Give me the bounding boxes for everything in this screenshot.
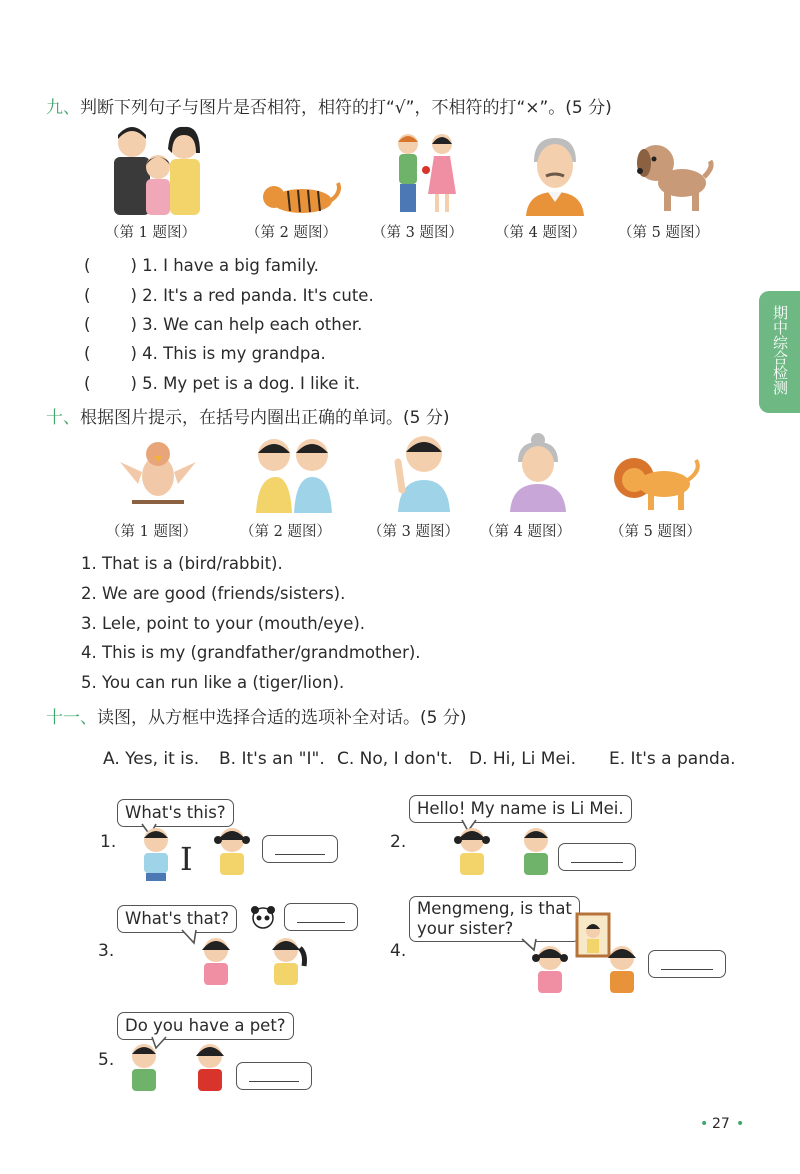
answer-paren-open: ( bbox=[84, 286, 91, 305]
word-choice-4[interactable]: 4. This is my (grandfather/grandmother). bbox=[81, 643, 421, 662]
statement-1 bbox=[84, 256, 319, 275]
section-10-number: 十、 bbox=[46, 408, 80, 428]
tiger-picture bbox=[258, 173, 342, 217]
dialog-4-bubble-line-1: Mengmeng, is that bbox=[417, 899, 572, 918]
option-b: B. It's an "I". bbox=[219, 749, 325, 769]
section-10-caption-2: （第 2 题图） bbox=[240, 524, 331, 540]
answer-paren-open: ( bbox=[84, 256, 91, 275]
girl-figure bbox=[196, 936, 236, 994]
family-picture bbox=[104, 123, 212, 217]
dialog-3-number: 3. bbox=[98, 941, 115, 961]
statement-2 bbox=[84, 286, 374, 305]
option-a: A. Yes, it is. bbox=[103, 749, 200, 769]
statement-text: 3. We can help each other. bbox=[142, 315, 363, 334]
answer-paren-close: ) bbox=[130, 374, 137, 393]
section-9-caption-1: （第 1 题图） bbox=[105, 225, 196, 241]
section-9-caption-4: （第 4 题图） bbox=[495, 225, 586, 241]
section-9-caption-2: （第 2 题图） bbox=[246, 225, 337, 241]
grandmother-picture bbox=[508, 432, 568, 512]
word-choice-5[interactable]: 5. You can run like a (tiger/lion). bbox=[81, 673, 345, 692]
li-mei-figure bbox=[452, 826, 492, 884]
letter-i-prompt: I bbox=[180, 840, 193, 878]
side-tab-label: 期中综合检测 bbox=[771, 305, 789, 395]
section-side-tab bbox=[759, 291, 800, 413]
dialog-4-bubble-line-2: your sister? bbox=[417, 919, 514, 938]
dialog-1-answer-box[interactable] bbox=[262, 835, 338, 863]
answer-paren-open: ( bbox=[84, 344, 91, 363]
boy-pointing-picture bbox=[388, 432, 454, 512]
answer-paren-close: ) bbox=[130, 315, 137, 334]
girl-figure bbox=[264, 936, 306, 994]
friends-picture bbox=[250, 433, 336, 513]
section-10-caption-1: （第 1 题图） bbox=[106, 524, 197, 540]
dialog-3-answer-box[interactable] bbox=[284, 903, 358, 931]
lion-picture bbox=[612, 454, 702, 512]
section-9-instruction: 判断下列句子与图片是否相符，相符的打“√”，不相符的打“×”。(5 分) bbox=[80, 98, 612, 118]
option-c: C. No, I don't. bbox=[337, 749, 453, 769]
section-11-instruction: 读图，从方框中选择合适的选项补全对话。(5 分) bbox=[97, 708, 467, 728]
grandpa-picture bbox=[520, 132, 590, 216]
dialog-4-speech-bubble bbox=[409, 896, 580, 942]
statement-3 bbox=[84, 315, 362, 334]
boy-figure bbox=[514, 826, 556, 884]
section-9-caption-3: （第 3 题图） bbox=[372, 225, 463, 241]
section-10-instruction: 根据图片提示，在括号内圈出正确的单词。(5 分) bbox=[80, 408, 450, 428]
section-10-caption-4: （第 4 题图） bbox=[480, 524, 571, 540]
dialog-5-answer-box[interactable] bbox=[236, 1062, 312, 1090]
section-9-title bbox=[46, 93, 612, 118]
statement-text: 5. My pet is a dog. I like it. bbox=[142, 374, 360, 393]
dialog-5-number: 5. bbox=[98, 1050, 115, 1070]
dialog-2-number: 2. bbox=[390, 832, 407, 852]
section-10-caption-3: （第 3 题图） bbox=[368, 524, 459, 540]
statement-5 bbox=[84, 374, 360, 393]
dialog-3-speech-bubble: What's that? bbox=[117, 905, 237, 933]
dialog-4-answer-box[interactable] bbox=[648, 950, 726, 978]
dog-picture bbox=[632, 137, 714, 215]
page-number-dot-right: • bbox=[736, 1116, 745, 1132]
dialog-5-speech-bubble: Do you have a pet? bbox=[117, 1012, 294, 1040]
girl-figure bbox=[212, 826, 252, 882]
statement-text: 4. This is my grandpa. bbox=[142, 344, 326, 363]
dialog-2-speech-bubble: Hello! My name is Li Mei. bbox=[409, 795, 632, 823]
section-10-caption-5: （第 5 题图） bbox=[610, 524, 701, 540]
statement-text: 2. It's a red panda. It's cute. bbox=[142, 286, 374, 305]
section-9-number: 九、 bbox=[46, 98, 80, 118]
boy-figure bbox=[136, 826, 176, 882]
dialog-1-number: 1. bbox=[100, 832, 117, 852]
word-choice-2[interactable]: 2. We are good (friends/sisters). bbox=[81, 584, 346, 603]
option-e: E. It's a panda. bbox=[609, 749, 736, 769]
girl-figure bbox=[602, 944, 642, 1000]
page-number: 27 bbox=[712, 1116, 730, 1132]
bird-picture bbox=[118, 436, 198, 512]
section-9-caption-5: （第 5 题图） bbox=[618, 225, 709, 241]
statement-text: 1. I have a big family. bbox=[142, 256, 319, 275]
girl-figure bbox=[188, 1042, 230, 1102]
word-choice-3[interactable]: 3. Lele, point to your (mouth/eye). bbox=[81, 614, 366, 633]
panda-toy-icon bbox=[250, 904, 276, 932]
kids-sharing-picture bbox=[390, 130, 462, 216]
option-d: D. Hi, Li Mei. bbox=[469, 749, 577, 769]
answer-paren-open: ( bbox=[84, 315, 91, 334]
dialog-4-number: 4. bbox=[390, 941, 407, 961]
dialog-2-answer-box[interactable] bbox=[558, 843, 636, 871]
section-10-title bbox=[46, 403, 449, 428]
answer-paren-close: ) bbox=[130, 256, 137, 275]
statement-4 bbox=[84, 344, 326, 363]
answer-paren-close: ) bbox=[130, 286, 137, 305]
answer-paren-open: ( bbox=[84, 374, 91, 393]
section-11-title bbox=[46, 703, 466, 728]
word-choice-1[interactable]: 1. That is a (bird/rabbit). bbox=[81, 554, 283, 573]
page-number-dot-left: • bbox=[700, 1116, 709, 1132]
answer-paren-close: ) bbox=[130, 344, 137, 363]
dialog-1-speech-bubble: What's this? bbox=[117, 799, 234, 827]
section-11-number: 十一、 bbox=[46, 708, 97, 728]
boy-figure bbox=[124, 1042, 164, 1102]
mengmeng-figure bbox=[530, 944, 570, 1000]
